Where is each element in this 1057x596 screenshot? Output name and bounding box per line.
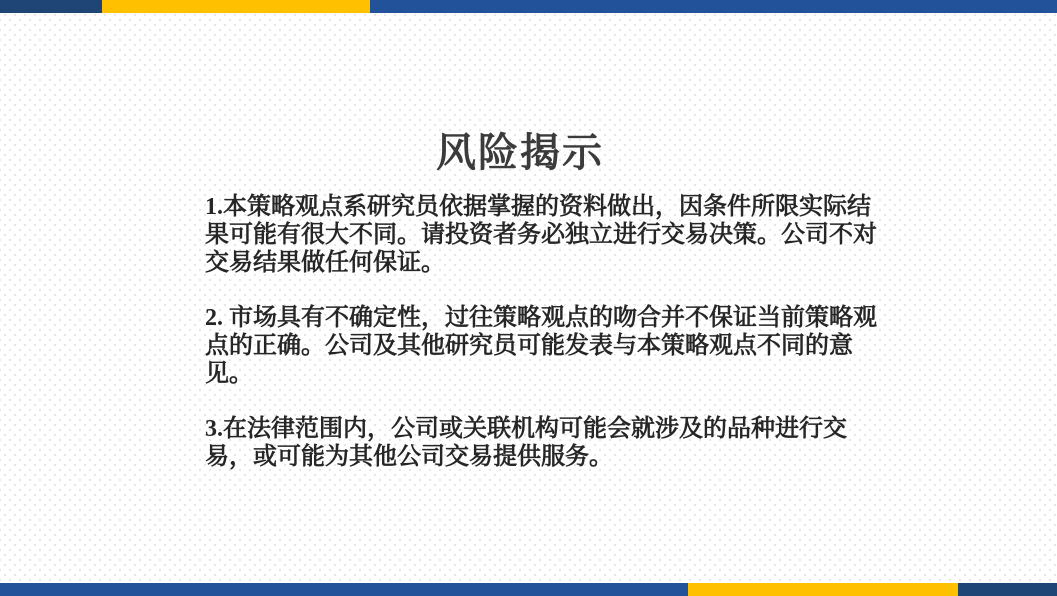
bottom-bar-segment-dark-blue	[958, 583, 1057, 596]
disclaimer-paragraph-1: 1.本策略观点系研究员依据掌握的资料做出，因条件所限实际结果可能有很大不同。请投资者务必独立进行交易决策。公司不对交易结果做任何保证。	[205, 194, 877, 276]
top-bar-segment-blue	[370, 0, 1057, 13]
top-accent-bar	[0, 0, 1057, 13]
disclaimer-paragraph-3: 3.在法律范围内，公司或关联机构可能会就涉及的品种进行交易，或可能为其他公司交易提供服务。	[205, 416, 847, 470]
top-bar-segment-dark-blue	[0, 0, 102, 13]
disclaimer-text-block	[205, 193, 883, 471]
bottom-accent-bar	[0, 583, 1057, 596]
disclaimer-paragraph-2: 2. 市场具有不确定性，过往策略观点的吻合并不保证当前策略观点的正确。公司及其他研究员可能发表与本策略观点不同的意见。	[205, 305, 877, 387]
slide-title: 风险揭示	[436, 130, 604, 175]
bottom-bar-segment-gold	[688, 583, 958, 596]
top-bar-segment-gold	[102, 0, 370, 13]
bottom-bar-segment-blue	[0, 583, 688, 596]
